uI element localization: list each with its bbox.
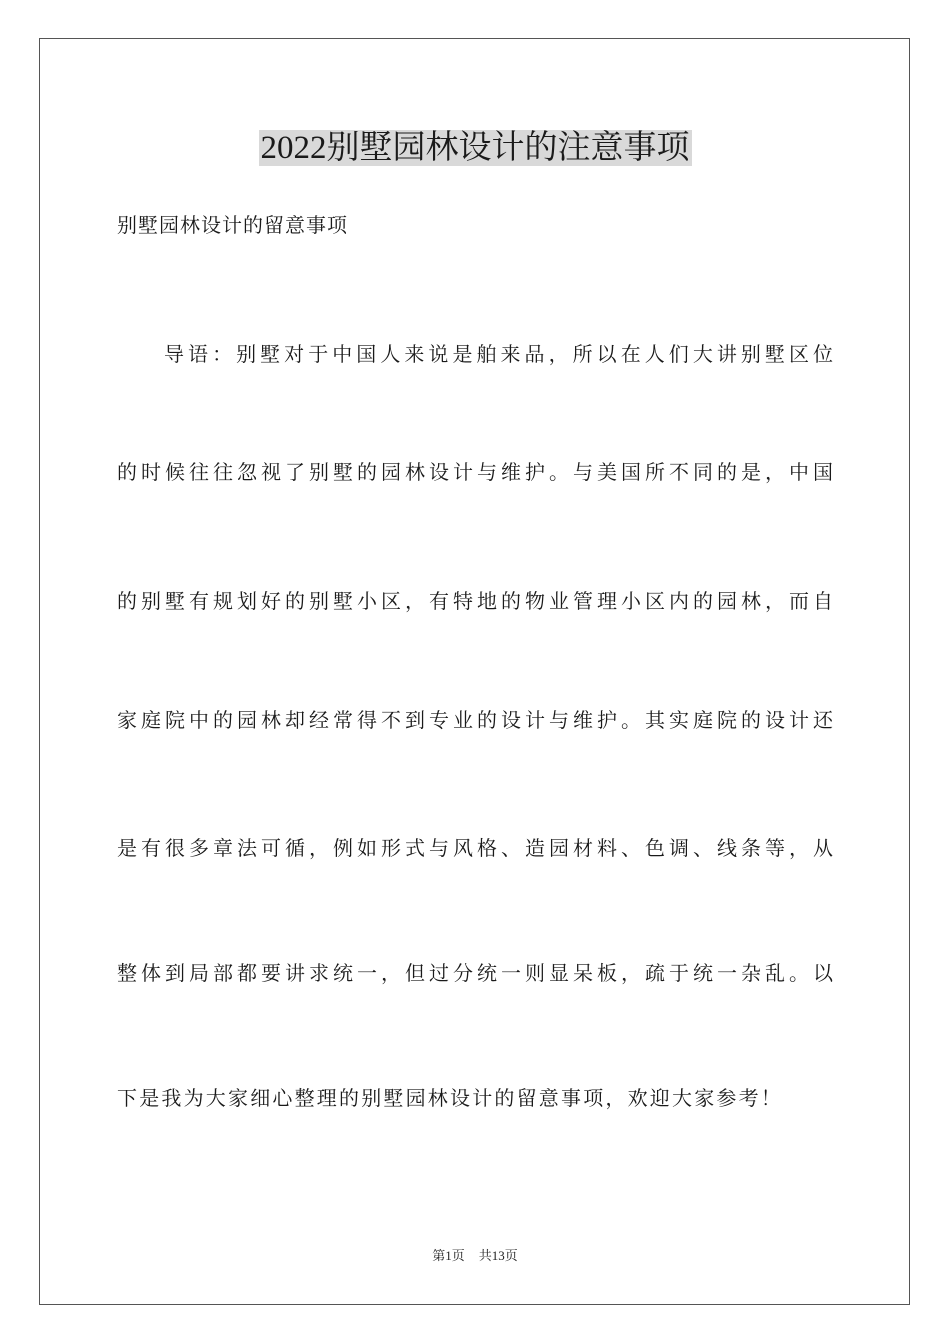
page-footer xyxy=(0,1246,950,1266)
paragraph-line: 家庭院中的园林却经常得不到专业的设计与维护。其实庭院的设计还 xyxy=(117,708,833,732)
document-subtitle: 别墅园林设计的留意事项 xyxy=(117,213,348,237)
paragraph-line: 的别墅有规划好的别墅小区，有特地的物业管理小区内的园林，而自 xyxy=(117,589,833,613)
page-total: 共13页 xyxy=(478,1248,518,1263)
paragraph-line: 下是我为大家细心整理的别墅园林设计的留意事项，欢迎大家参考！ xyxy=(117,1086,783,1110)
paragraph-line: 的时候往往忽视了别墅的园林设计与维护。与美国所不同的是，中国 xyxy=(117,460,833,484)
document-title-text: 2022别墅园林设计的注意事项 xyxy=(260,130,690,166)
paragraph-line: 是有很多章法可循，例如形式与风格、造园材料、色调、线条等，从 xyxy=(117,836,833,860)
paragraph-line: 导语：别墅对于中国人来说是舶来品，所以在人们大讲别墅区位 xyxy=(164,342,833,366)
document-title xyxy=(0,126,950,170)
paragraph-line: 整体到局部都要讲求统一，但过分统一则显呆板，疏于统一杂乱。以 xyxy=(117,961,833,985)
page-number: 第1页 xyxy=(432,1248,465,1263)
